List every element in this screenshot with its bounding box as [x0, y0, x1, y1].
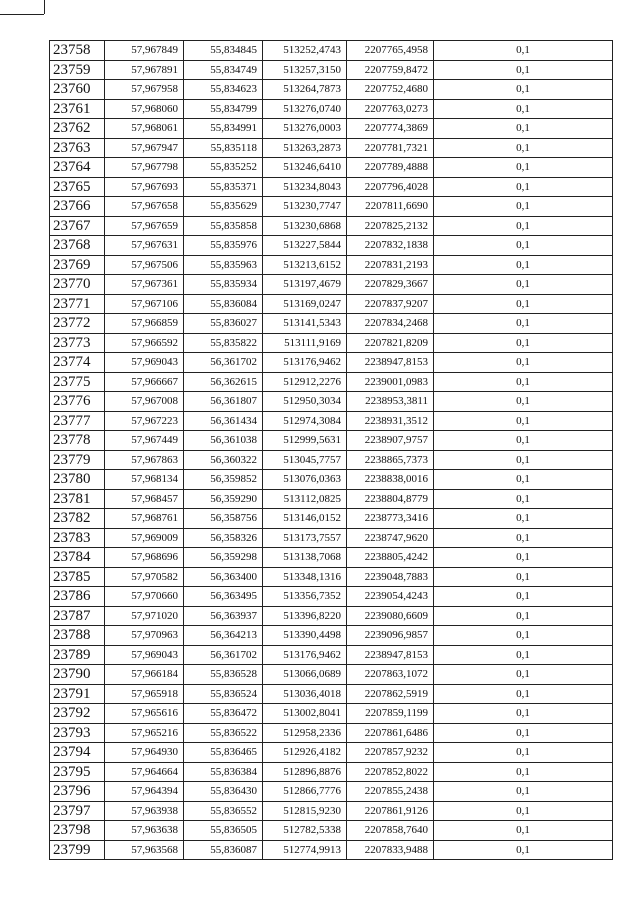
accuracy-cell: 0,1: [434, 411, 613, 431]
table-row: [50, 216, 613, 236]
accuracy-cell: 0,1: [434, 119, 613, 139]
y-coordinate-cell: 2207862,5919: [347, 684, 434, 704]
coordinates-table: [49, 40, 613, 860]
accuracy-cell: 0,1: [434, 216, 613, 236]
longitude-cell: 56,362615: [184, 372, 263, 392]
accuracy-cell: 0,1: [434, 509, 613, 529]
accuracy-cell: 0,1: [434, 372, 613, 392]
point-number-cell: 23766: [50, 197, 105, 217]
point-number-cell: 23785: [50, 567, 105, 587]
y-coordinate-cell: 2238804,8779: [347, 489, 434, 509]
y-coordinate-cell: 2239054,4243: [347, 587, 434, 607]
accuracy-cell: 0,1: [434, 314, 613, 334]
y-coordinate-cell: 2238947,8153: [347, 353, 434, 373]
longitude-cell: 56,358326: [184, 528, 263, 548]
x-coordinate-cell: 513348,1316: [263, 567, 347, 587]
point-number-cell: 23793: [50, 723, 105, 743]
point-number-cell: 23776: [50, 392, 105, 412]
accuracy-cell: 0,1: [434, 626, 613, 646]
longitude-cell: 55,834991: [184, 119, 263, 139]
longitude-cell: 56,361702: [184, 645, 263, 665]
latitude-cell: 57,967891: [105, 60, 184, 80]
table-row: [50, 177, 613, 197]
table-row: [50, 431, 613, 451]
latitude-cell: 57,963568: [105, 840, 184, 860]
point-number-cell: 23759: [50, 60, 105, 80]
point-number-cell: 23777: [50, 411, 105, 431]
point-number-cell: 23763: [50, 138, 105, 158]
coordinates-table-body: [50, 41, 613, 860]
latitude-cell: 57,967106: [105, 294, 184, 314]
table-row: [50, 665, 613, 685]
latitude-cell: 57,963638: [105, 821, 184, 841]
x-coordinate-cell: 512950,3034: [263, 392, 347, 412]
table-row: [50, 801, 613, 821]
y-coordinate-cell: 2238865,7373: [347, 450, 434, 470]
latitude-cell: 57,967849: [105, 41, 184, 61]
x-coordinate-cell: 513112,0825: [263, 489, 347, 509]
table-row: [50, 392, 613, 412]
latitude-cell: 57,967863: [105, 450, 184, 470]
longitude-cell: 56,361434: [184, 411, 263, 431]
longitude-cell: 56,359852: [184, 470, 263, 490]
x-coordinate-cell: 513146,0152: [263, 509, 347, 529]
point-number-cell: 23770: [50, 275, 105, 295]
latitude-cell: 57,964930: [105, 743, 184, 763]
longitude-cell: 56,360322: [184, 450, 263, 470]
y-coordinate-cell: 2207765,4958: [347, 41, 434, 61]
x-coordinate-cell: 513246,6410: [263, 158, 347, 178]
longitude-cell: 56,361807: [184, 392, 263, 412]
longitude-cell: 55,835963: [184, 255, 263, 275]
x-coordinate-cell: 512958,2336: [263, 723, 347, 743]
table-row: [50, 411, 613, 431]
x-coordinate-cell: 513176,9462: [263, 645, 347, 665]
accuracy-cell: 0,1: [434, 275, 613, 295]
point-number-cell: 23799: [50, 840, 105, 860]
accuracy-cell: 0,1: [434, 470, 613, 490]
x-coordinate-cell: 513234,8043: [263, 177, 347, 197]
longitude-cell: 55,834749: [184, 60, 263, 80]
latitude-cell: 57,965918: [105, 684, 184, 704]
y-coordinate-cell: 2207763,0273: [347, 99, 434, 119]
longitude-cell: 55,836465: [184, 743, 263, 763]
table-row: [50, 509, 613, 529]
longitude-cell: 55,836472: [184, 704, 263, 724]
latitude-cell: 57,967658: [105, 197, 184, 217]
y-coordinate-cell: 2207759,8472: [347, 60, 434, 80]
accuracy-cell: 0,1: [434, 333, 613, 353]
longitude-cell: 55,836027: [184, 314, 263, 334]
latitude-cell: 57,966592: [105, 333, 184, 353]
accuracy-cell: 0,1: [434, 704, 613, 724]
table-row: [50, 840, 613, 860]
latitude-cell: 57,968457: [105, 489, 184, 509]
accuracy-cell: 0,1: [434, 567, 613, 587]
point-number-cell: 23773: [50, 333, 105, 353]
point-number-cell: 23787: [50, 606, 105, 626]
point-number-cell: 23783: [50, 528, 105, 548]
table-row: [50, 314, 613, 334]
table-row: [50, 528, 613, 548]
longitude-cell: 55,836087: [184, 840, 263, 860]
latitude-cell: 57,966667: [105, 372, 184, 392]
y-coordinate-cell: 2238947,8153: [347, 645, 434, 665]
x-coordinate-cell: 512782,5338: [263, 821, 347, 841]
latitude-cell: 57,967631: [105, 236, 184, 256]
latitude-cell: 57,969043: [105, 353, 184, 373]
table-row: [50, 821, 613, 841]
longitude-cell: 55,835934: [184, 275, 263, 295]
accuracy-cell: 0,1: [434, 138, 613, 158]
x-coordinate-cell: 513111,9169: [263, 333, 347, 353]
x-coordinate-cell: 512815,9230: [263, 801, 347, 821]
table-row: [50, 138, 613, 158]
y-coordinate-cell: 2238773,3416: [347, 509, 434, 529]
accuracy-cell: 0,1: [434, 665, 613, 685]
x-coordinate-cell: 513396,8220: [263, 606, 347, 626]
x-coordinate-cell: 513213,6152: [263, 255, 347, 275]
y-coordinate-cell: 2239080,6609: [347, 606, 434, 626]
longitude-cell: 55,834623: [184, 80, 263, 100]
x-coordinate-cell: 513257,3150: [263, 60, 347, 80]
x-coordinate-cell: 513045,7757: [263, 450, 347, 470]
longitude-cell: 56,358756: [184, 509, 263, 529]
latitude-cell: 57,971020: [105, 606, 184, 626]
table-row: [50, 275, 613, 295]
accuracy-cell: 0,1: [434, 723, 613, 743]
accuracy-cell: 0,1: [434, 99, 613, 119]
point-number-cell: 23778: [50, 431, 105, 451]
accuracy-cell: 0,1: [434, 821, 613, 841]
y-coordinate-cell: 2238805,4242: [347, 548, 434, 568]
y-coordinate-cell: 2207829,3667: [347, 275, 434, 295]
point-number-cell: 23788: [50, 626, 105, 646]
longitude-cell: 56,363937: [184, 606, 263, 626]
point-number-cell: 23771: [50, 294, 105, 314]
x-coordinate-cell: 513173,7557: [263, 528, 347, 548]
y-coordinate-cell: 2207833,9488: [347, 840, 434, 860]
point-number-cell: 23772: [50, 314, 105, 334]
y-coordinate-cell: 2207863,1072: [347, 665, 434, 685]
point-number-cell: 23784: [50, 548, 105, 568]
point-number-cell: 23774: [50, 353, 105, 373]
longitude-cell: 55,836552: [184, 801, 263, 821]
x-coordinate-cell: 513141,5343: [263, 314, 347, 334]
table-row: [50, 743, 613, 763]
x-coordinate-cell: 513197,4679: [263, 275, 347, 295]
longitude-cell: 55,835118: [184, 138, 263, 158]
latitude-cell: 57,967958: [105, 80, 184, 100]
latitude-cell: 57,967449: [105, 431, 184, 451]
accuracy-cell: 0,1: [434, 489, 613, 509]
latitude-cell: 57,970660: [105, 587, 184, 607]
table-row: [50, 782, 613, 802]
longitude-cell: 55,835858: [184, 216, 263, 236]
latitude-cell: 57,964664: [105, 762, 184, 782]
point-number-cell: 23786: [50, 587, 105, 607]
latitude-cell: 57,968134: [105, 470, 184, 490]
latitude-cell: 57,967798: [105, 158, 184, 178]
accuracy-cell: 0,1: [434, 197, 613, 217]
table-row: [50, 372, 613, 392]
accuracy-cell: 0,1: [434, 684, 613, 704]
x-coordinate-cell: 513076,0363: [263, 470, 347, 490]
point-number-cell: 23789: [50, 645, 105, 665]
x-coordinate-cell: 513276,0740: [263, 99, 347, 119]
accuracy-cell: 0,1: [434, 41, 613, 61]
longitude-cell: 55,835822: [184, 333, 263, 353]
point-number-cell: 23769: [50, 255, 105, 275]
latitude-cell: 57,967659: [105, 216, 184, 236]
accuracy-cell: 0,1: [434, 294, 613, 314]
longitude-cell: 55,836430: [184, 782, 263, 802]
y-coordinate-cell: 2207857,9232: [347, 743, 434, 763]
x-coordinate-cell: 512912,2276: [263, 372, 347, 392]
latitude-cell: 57,967008: [105, 392, 184, 412]
longitude-cell: 56,363400: [184, 567, 263, 587]
longitude-cell: 55,834845: [184, 41, 263, 61]
point-number-cell: 23768: [50, 236, 105, 256]
x-coordinate-cell: 512974,3084: [263, 411, 347, 431]
longitude-cell: 56,359290: [184, 489, 263, 509]
longitude-cell: 55,834799: [184, 99, 263, 119]
table-row: [50, 470, 613, 490]
accuracy-cell: 0,1: [434, 762, 613, 782]
y-coordinate-cell: 2239096,9857: [347, 626, 434, 646]
latitude-cell: 57,970582: [105, 567, 184, 587]
longitude-cell: 55,835976: [184, 236, 263, 256]
y-coordinate-cell: 2207796,4028: [347, 177, 434, 197]
y-coordinate-cell: 2238747,9620: [347, 528, 434, 548]
y-coordinate-cell: 2207855,2438: [347, 782, 434, 802]
table-row: [50, 489, 613, 509]
point-number-cell: 23791: [50, 684, 105, 704]
y-coordinate-cell: 2207859,1199: [347, 704, 434, 724]
accuracy-cell: 0,1: [434, 255, 613, 275]
x-coordinate-cell: 513066,0689: [263, 665, 347, 685]
latitude-cell: 57,966184: [105, 665, 184, 685]
latitude-cell: 57,970963: [105, 626, 184, 646]
x-coordinate-cell: 512774,9913: [263, 840, 347, 860]
table-row: [50, 236, 613, 256]
table-row: [50, 645, 613, 665]
accuracy-cell: 0,1: [434, 782, 613, 802]
accuracy-cell: 0,1: [434, 80, 613, 100]
table-row: [50, 99, 613, 119]
y-coordinate-cell: 2238953,3811: [347, 392, 434, 412]
accuracy-cell: 0,1: [434, 743, 613, 763]
table-row: [50, 197, 613, 217]
longitude-cell: 55,836524: [184, 684, 263, 704]
accuracy-cell: 0,1: [434, 840, 613, 860]
latitude-cell: 57,968761: [105, 509, 184, 529]
point-number-cell: 23760: [50, 80, 105, 100]
table-row: [50, 353, 613, 373]
table-row: [50, 60, 613, 80]
accuracy-cell: 0,1: [434, 431, 613, 451]
y-coordinate-cell: 2207861,9126: [347, 801, 434, 821]
point-number-cell: 23794: [50, 743, 105, 763]
longitude-cell: 55,836384: [184, 762, 263, 782]
point-number-cell: 23796: [50, 782, 105, 802]
latitude-cell: 57,968061: [105, 119, 184, 139]
point-number-cell: 23790: [50, 665, 105, 685]
table-row: [50, 606, 613, 626]
point-number-cell: 23780: [50, 470, 105, 490]
accuracy-cell: 0,1: [434, 450, 613, 470]
table-row: [50, 626, 613, 646]
accuracy-cell: 0,1: [434, 645, 613, 665]
longitude-cell: 56,363495: [184, 587, 263, 607]
latitude-cell: 57,965216: [105, 723, 184, 743]
table-row: [50, 548, 613, 568]
y-coordinate-cell: 2207858,7640: [347, 821, 434, 841]
accuracy-cell: 0,1: [434, 353, 613, 373]
longitude-cell: 56,361038: [184, 431, 263, 451]
table-row: [50, 762, 613, 782]
x-coordinate-cell: 513263,2873: [263, 138, 347, 158]
latitude-cell: 57,969009: [105, 528, 184, 548]
y-coordinate-cell: 2238838,0016: [347, 470, 434, 490]
point-number-cell: 23761: [50, 99, 105, 119]
accuracy-cell: 0,1: [434, 548, 613, 568]
point-number-cell: 23758: [50, 41, 105, 61]
longitude-cell: 55,835629: [184, 197, 263, 217]
accuracy-cell: 0,1: [434, 60, 613, 80]
y-coordinate-cell: 2207789,4888: [347, 158, 434, 178]
y-coordinate-cell: 2207811,6690: [347, 197, 434, 217]
accuracy-cell: 0,1: [434, 177, 613, 197]
longitude-cell: 55,835252: [184, 158, 263, 178]
y-coordinate-cell: 2207781,7321: [347, 138, 434, 158]
latitude-cell: 57,967223: [105, 411, 184, 431]
y-coordinate-cell: 2207831,2193: [347, 255, 434, 275]
table-row: [50, 684, 613, 704]
table-row: [50, 294, 613, 314]
x-coordinate-cell: 513276,0003: [263, 119, 347, 139]
longitude-cell: 55,835371: [184, 177, 263, 197]
table-row: [50, 158, 613, 178]
table-row: [50, 333, 613, 353]
latitude-cell: 57,967947: [105, 138, 184, 158]
latitude-cell: 57,969043: [105, 645, 184, 665]
y-coordinate-cell: 2239048,7883: [347, 567, 434, 587]
latitude-cell: 57,968696: [105, 548, 184, 568]
y-coordinate-cell: 2239001,0983: [347, 372, 434, 392]
table-row: [50, 567, 613, 587]
point-number-cell: 23765: [50, 177, 105, 197]
point-number-cell: 23767: [50, 216, 105, 236]
table-row: [50, 41, 613, 61]
latitude-cell: 57,966859: [105, 314, 184, 334]
x-coordinate-cell: 513252,4743: [263, 41, 347, 61]
table-row: [50, 450, 613, 470]
x-coordinate-cell: 512896,8876: [263, 762, 347, 782]
x-coordinate-cell: 513227,5844: [263, 236, 347, 256]
point-number-cell: 23764: [50, 158, 105, 178]
point-number-cell: 23795: [50, 762, 105, 782]
accuracy-cell: 0,1: [434, 158, 613, 178]
x-coordinate-cell: 513138,7068: [263, 548, 347, 568]
longitude-cell: 55,836528: [184, 665, 263, 685]
point-number-cell: 23762: [50, 119, 105, 139]
latitude-cell: 57,967693: [105, 177, 184, 197]
y-coordinate-cell: 2207832,1838: [347, 236, 434, 256]
accuracy-cell: 0,1: [434, 801, 613, 821]
point-number-cell: 23798: [50, 821, 105, 841]
x-coordinate-cell: 513169,0247: [263, 294, 347, 314]
table-row: [50, 80, 613, 100]
x-coordinate-cell: 513390,4498: [263, 626, 347, 646]
accuracy-cell: 0,1: [434, 528, 613, 548]
point-number-cell: 23779: [50, 450, 105, 470]
accuracy-cell: 0,1: [434, 236, 613, 256]
point-number-cell: 23797: [50, 801, 105, 821]
y-coordinate-cell: 2207752,4680: [347, 80, 434, 100]
point-number-cell: 23775: [50, 372, 105, 392]
x-coordinate-cell: 513036,4018: [263, 684, 347, 704]
x-coordinate-cell: 513264,7873: [263, 80, 347, 100]
latitude-cell: 57,967361: [105, 275, 184, 295]
y-coordinate-cell: 2207774,3869: [347, 119, 434, 139]
y-coordinate-cell: 2238907,9757: [347, 431, 434, 451]
point-number-cell: 23792: [50, 704, 105, 724]
latitude-cell: 57,968060: [105, 99, 184, 119]
longitude-cell: 55,836505: [184, 821, 263, 841]
table-row: [50, 587, 613, 607]
y-coordinate-cell: 2207825,2132: [347, 216, 434, 236]
x-coordinate-cell: 512926,4182: [263, 743, 347, 763]
accuracy-cell: 0,1: [434, 392, 613, 412]
y-coordinate-cell: 2207834,2468: [347, 314, 434, 334]
longitude-cell: 56,364213: [184, 626, 263, 646]
corner-mark-horizontal: [0, 14, 44, 15]
x-coordinate-cell: 513356,7352: [263, 587, 347, 607]
x-coordinate-cell: 513230,6868: [263, 216, 347, 236]
table-row: [50, 255, 613, 275]
x-coordinate-cell: 512866,7776: [263, 782, 347, 802]
latitude-cell: 57,965616: [105, 704, 184, 724]
longitude-cell: 55,836084: [184, 294, 263, 314]
x-coordinate-cell: 513176,9462: [263, 353, 347, 373]
table-row: [50, 119, 613, 139]
longitude-cell: 55,836522: [184, 723, 263, 743]
table-row: [50, 704, 613, 724]
longitude-cell: 56,361702: [184, 353, 263, 373]
accuracy-cell: 0,1: [434, 606, 613, 626]
y-coordinate-cell: 2207852,8022: [347, 762, 434, 782]
longitude-cell: 56,359298: [184, 548, 263, 568]
y-coordinate-cell: 2207821,8209: [347, 333, 434, 353]
accuracy-cell: 0,1: [434, 587, 613, 607]
x-coordinate-cell: 513002,8041: [263, 704, 347, 724]
latitude-cell: 57,963938: [105, 801, 184, 821]
corner-mark-vertical: [44, 0, 45, 14]
point-number-cell: 23781: [50, 489, 105, 509]
y-coordinate-cell: 2238931,3512: [347, 411, 434, 431]
table-row: [50, 723, 613, 743]
x-coordinate-cell: 512999,5631: [263, 431, 347, 451]
y-coordinate-cell: 2207837,9207: [347, 294, 434, 314]
latitude-cell: 57,967506: [105, 255, 184, 275]
latitude-cell: 57,964394: [105, 782, 184, 802]
point-number-cell: 23782: [50, 509, 105, 529]
x-coordinate-cell: 513230,7747: [263, 197, 347, 217]
y-coordinate-cell: 2207861,6486: [347, 723, 434, 743]
